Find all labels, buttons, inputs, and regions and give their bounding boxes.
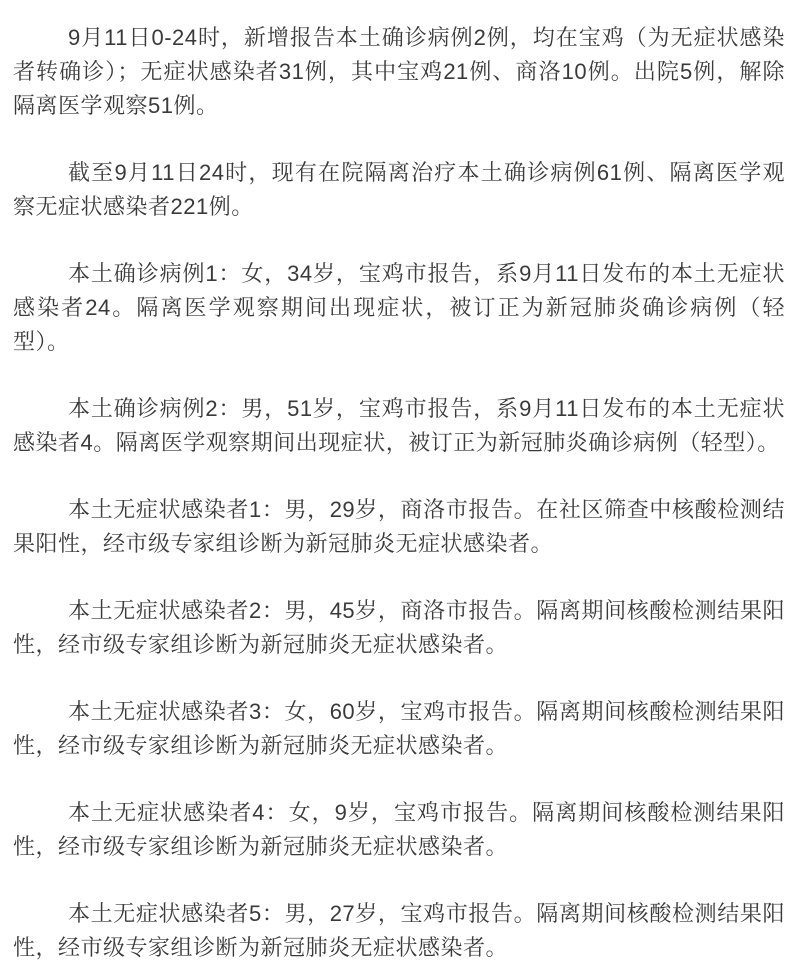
paragraph-asymptomatic-case-3: 本土无症状感染者3：女，60岁，宝鸡市报告。隔离期间核酸检测结果阳性，经市级专家组诊断为新冠肺炎无症状感染者。 — [13, 699, 785, 758]
paragraph-confirmed-case-1: 本土确诊病例1：女，34岁，宝鸡市报告，系9月11日发布的本土无症状感染者24。隔离医学观察期间出现症状，被订正为新冠肺炎确诊病例（轻型）。 — [13, 261, 785, 354]
paragraph-asymptomatic-case-4: 本土无症状感染者4：女，9岁，宝鸡市报告。隔离期间核酸检测结果阳性，经市级专家组诊断为新冠肺炎无症状感染者。 — [13, 800, 785, 859]
paragraph-asymptomatic-case-1: 本土无症状感染者1：男，29岁，商洛市报告。在社区筛查中核酸检测结果阳性，经市级专家组诊断为新冠肺炎无症状感染者。 — [13, 497, 785, 556]
paragraph-daily-summary: 9月11日0-24时，新增报告本土确诊病例2例，均在宝鸡（为无症状感染者转确诊）；无症状感染者31例，其中宝鸡21例、商洛10例。出院5例，解除隔离医学观察51例。 — [13, 25, 785, 118]
paragraph-asymptomatic-case-2: 本土无症状感染者2：男，45岁，商洛市报告。隔离期间核酸检测结果阳性，经市级专家组诊断为新冠肺炎无症状感染者。 — [13, 598, 785, 657]
paragraph-confirmed-case-2: 本土确诊病例2：男，51岁，宝鸡市报告，系9月11日发布的本土无症状感染者4。隔离医学观察期间出现症状，被订正为新冠肺炎确诊病例（轻型）。 — [13, 396, 785, 455]
paragraph-asymptomatic-case-5: 本土无症状感染者5：男，27岁，宝鸡市报告。隔离期间核酸检测结果阳性，经市级专家组诊断为新冠肺炎无症状感染者。 — [13, 901, 785, 960]
paragraph-cumulative-summary: 截至9月11日24时，现有在院隔离治疗本土确诊病例61例、隔离医学观察无症状感染者221例。 — [13, 160, 785, 219]
